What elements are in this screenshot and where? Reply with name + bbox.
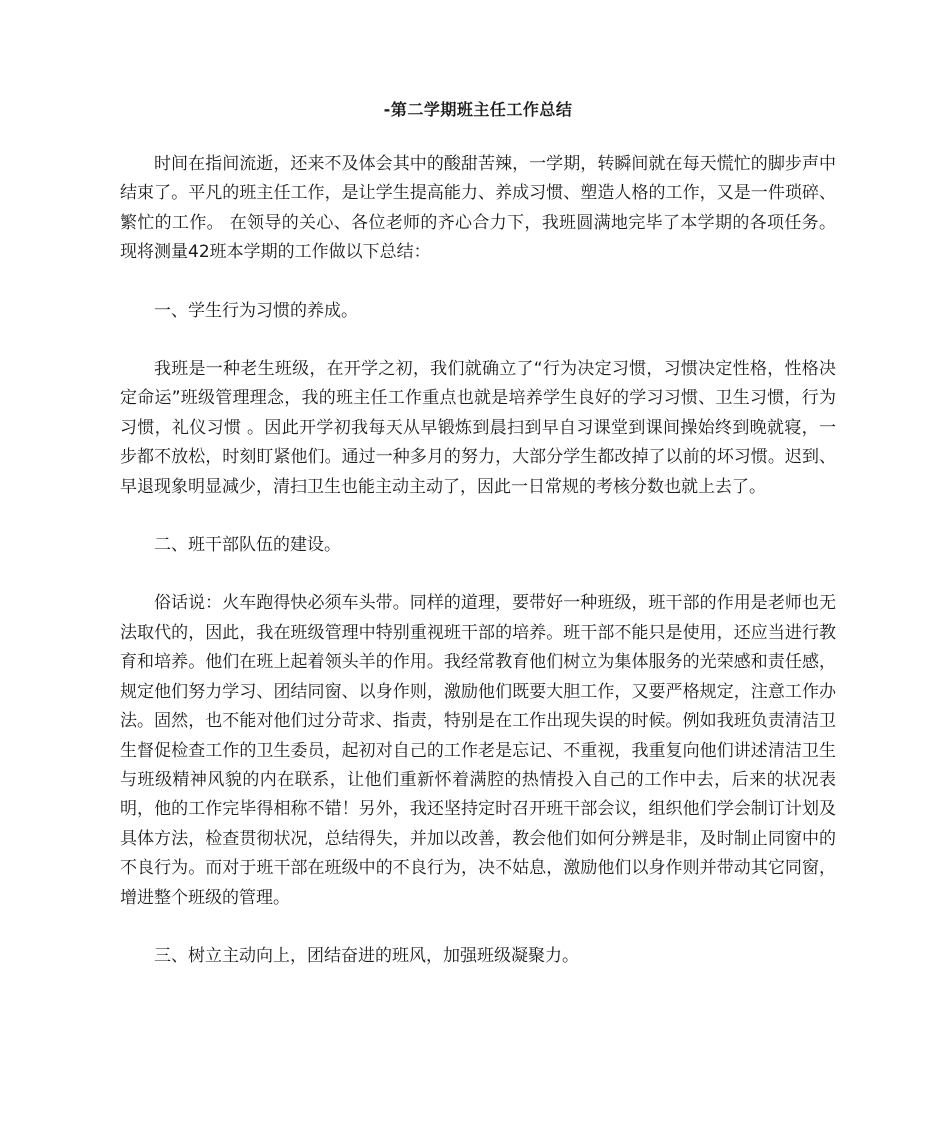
section-2-paragraph: 俗话说：火车跑得快必须车头带。同样的道理，要带好一种班级，班干部的作用是老师也无法取代的，因此，我在班级管理中特别重视班干部的培养。班干部不能只是使用，还应当进行教育和培养。他们在班上起着领头羊的作用。我经常教育他们树立为集体服务的光荣感和责任感，规定他们努力学习、团结同窗、以身作则，激励他们既要大胆工作，又要严格规定，注意工作办法。固然，也不能对他们过分苛求、指责，特别是在工作出现失误的时候。例如我班负责清洁卫生督促检查工作的卫生委员，起初对自己的工作老是忘记、不重视，我重复向他们讲述清洁卫生与班级精神风貌的内在联系，让他们重新怀着满腔的热情投入自己的工作中去，后来的状况表明，他的工作完毕得相称不错！另外，我还坚持定时召开班干部会议，组织他们学会制订计划及具体方法，检查贯彻状况，总结得失，并加以改善，教会他们如何分辨是非，及时制止同窗中的不良行为。而对于班干部在班级中的不良行为，决不姑息，激励他们以身作则并带动其它同窗，增进整个班级的管理。 [120,593,836,908]
section-3-heading: 三、树立主动向上，团结奋进的班风，加强班级凝聚力。 [154,945,579,966]
section-1-paragraph: 我班是一种老生班级，在开学之初，我们就确立了“行为决定习惯，习惯决定性格，性格决定命运”班级管理理念，我的班主任工作重点也就是培养学生良好的学习习惯、卫生习惯，行为习惯，礼仪习惯 。因此开学初我每天从早锻炼到晨扫到早自习课堂到课间操始终到晚就寝，一步都不放松，时刻盯紧他们。通过一种多月的努力，大部分学生都改掉了以前的坏习惯。迟到、早退现象明显减少，清扫卫生也能主动主动了，因此一日常规的考核分数也就上去了。 [120,359,836,497]
section-1-heading: 一、学生行为习惯的养成。 [154,300,358,321]
section-2-heading: 二、班干部队伍的建设。 [154,535,341,556]
intro-paragraph: 时间在指间流逝，还来不及体会其中的酸甜苦辣，一学期，转瞬间就在每天慌忙的脚步声中结束了。平凡的班主任工作，是让学生提高能力、养成习惯、塑造人格的工作，又是一件琐碎、繁忙的工作。 在领导的关心、各位老师的齐心合力下，我班圆满地完毕了本学期的各项任务。 现将测量42班本学期的工作做以下总结： [120,154,836,263]
document-title: -第二学期班主任工作总结 [383,100,573,119]
document-page [120,96,836,1000]
